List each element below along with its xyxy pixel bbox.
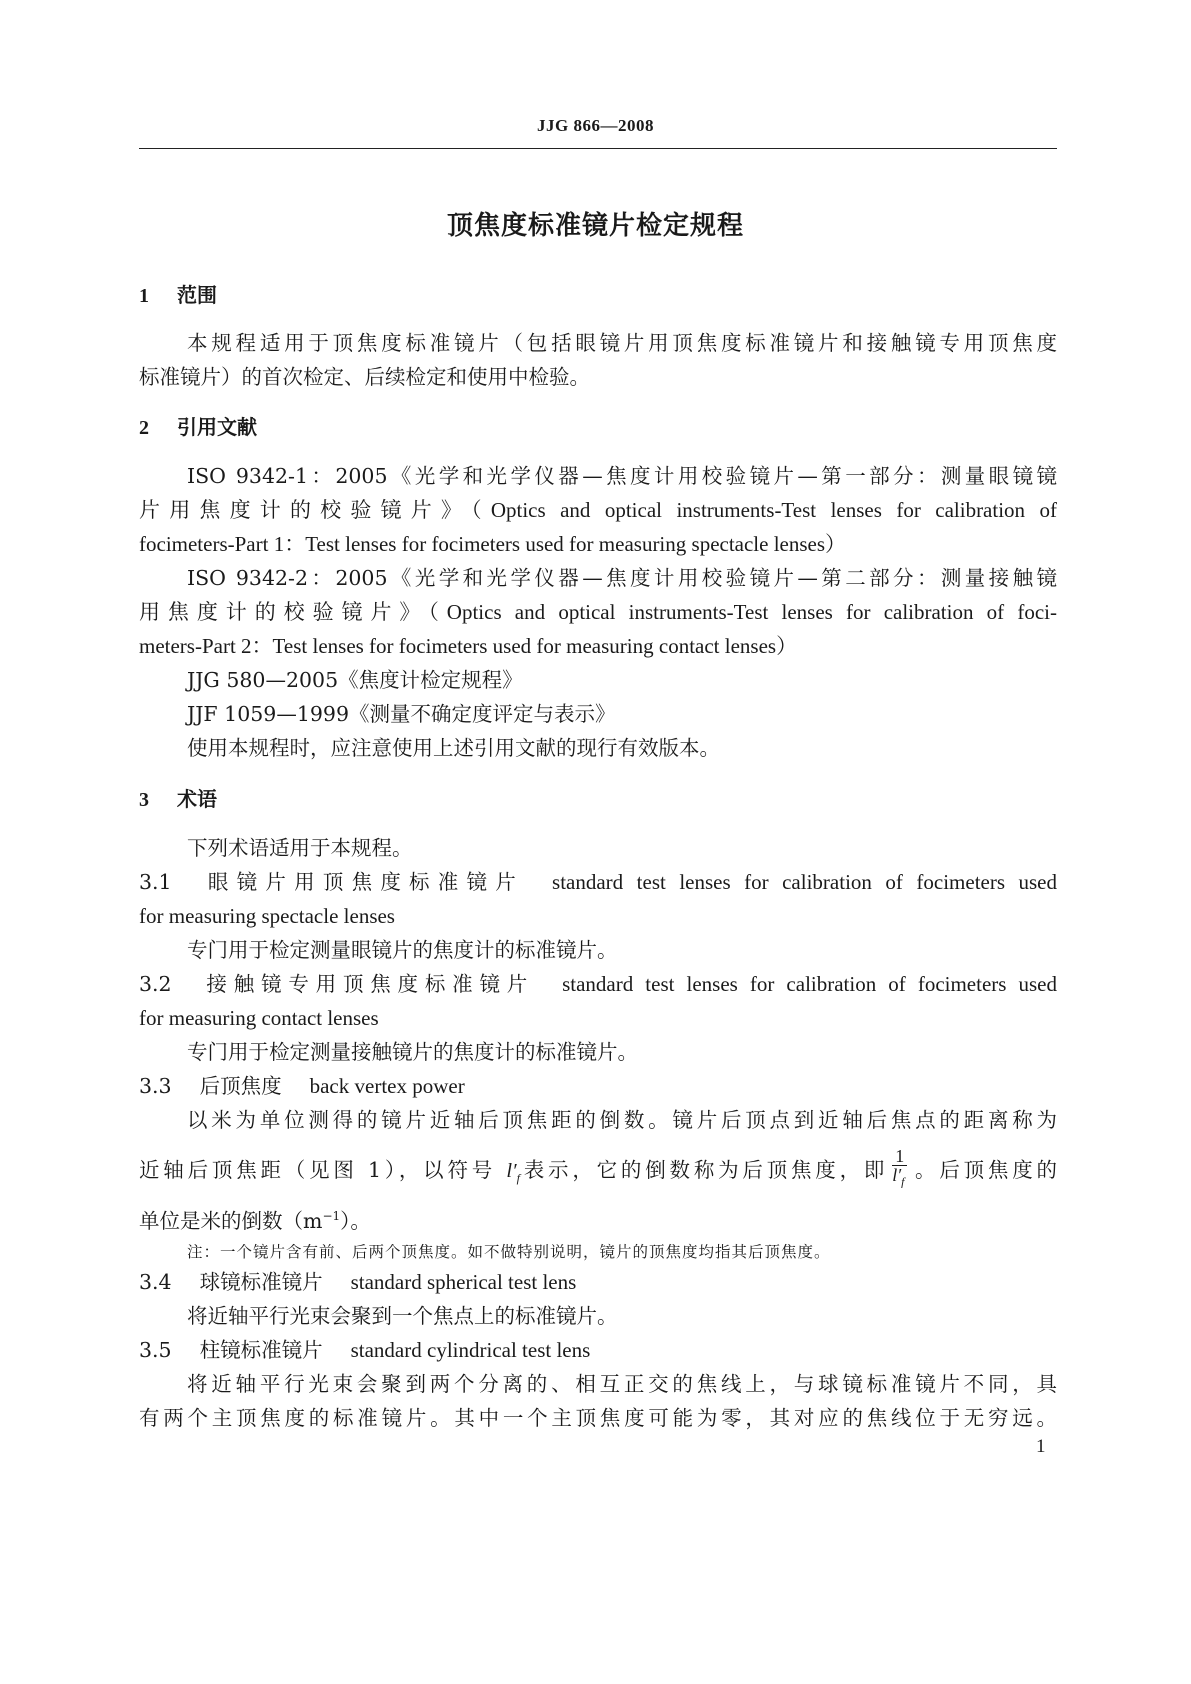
term-number: 3.1	[139, 870, 172, 894]
text-fragment: 近轴后顶焦距（见图 1），以符号	[139, 1158, 497, 1182]
fraction-denominator	[892, 1166, 907, 1188]
reciprocal-fraction	[892, 1147, 907, 1188]
paragraph-line: 本规程适用于顶焦度标准镜片（包括眼镜片用顶焦度标准镜片和接触镜专用顶焦度	[187, 331, 1057, 355]
reference-line: 使用本规程时，应注意使用上述引用文献的现行有效版本。	[187, 736, 720, 760]
section-number: 3	[139, 789, 149, 811]
text-fragment: 。后顶焦度的	[911, 1158, 1058, 1182]
term-3-4	[139, 1268, 576, 1296]
text-fragment: 表示，它的倒数称为后顶焦度，即	[519, 1158, 889, 1182]
term-definition: 有两个主顶焦度的标准镜片。其中一个主顶焦度可能为零，其对应的焦线位于无穷远。	[139, 1406, 1057, 1430]
note: 注：一个镜片含有前、后两个顶焦度。如不做特别说明，镜片的顶焦度均指其后顶焦度。	[187, 1243, 831, 1261]
term-number: 3.3	[139, 1074, 172, 1098]
section-title: 引用文献	[177, 415, 257, 439]
reference-line: meters-Part 2：Test lenses for focimeters used for measuring contact lenses）	[139, 634, 798, 658]
unit-exponent: −1	[322, 1209, 341, 1223]
section-title: 术语	[177, 787, 217, 811]
term-chinese: 球镜标准镜片	[199, 1270, 323, 1294]
term-english-continued: for measuring contact lenses	[139, 1006, 379, 1030]
term-chinese: 接触镜专用顶焦度标准镜片	[199, 972, 535, 996]
term-number: 3.2	[139, 972, 172, 996]
section-3-heading	[139, 785, 217, 814]
reference-line: JJF 1059—1999《测量不确定度评定与表示》	[187, 702, 616, 726]
section-number: 1	[139, 285, 149, 307]
term-definition: 专门用于检定测量接触镜片的焦度计的标准镜片。	[187, 1040, 638, 1064]
term-chinese: 后顶焦度	[199, 1074, 282, 1098]
symbol-base: l′	[892, 1165, 902, 1186]
term-number: 3.4	[139, 1270, 172, 1294]
term-number: 3.5	[139, 1338, 172, 1362]
paragraph-line: 下列术语适用于本规程。	[187, 836, 413, 860]
term-definition-formula-line	[139, 1146, 1058, 1198]
term-3-5	[139, 1336, 590, 1364]
term-english: standard test lenses for calibration of focimeters used	[552, 870, 1058, 894]
term-english: standard spherical test lens	[350, 1270, 577, 1294]
paragraph-line: 标准镜片）的首次检定、后续检定和使用中检验。	[139, 365, 590, 389]
symbol-subscript: f	[901, 1174, 905, 1189]
term-definition: 将近轴平行光束会聚到一个焦点上的标准镜片。	[187, 1304, 618, 1328]
section-number: 2	[139, 417, 149, 439]
term-definition: 将近轴平行光束会聚到两个分离的、相互正交的焦线上，与球镜标准镜片不同，具	[187, 1372, 1057, 1396]
fraction-numerator: 1	[892, 1147, 907, 1166]
text-fragment: ）。	[340, 1208, 371, 1233]
term-definition-unit-line	[139, 1202, 371, 1235]
focal-length-symbol	[506, 1160, 520, 1186]
symbol-base: l′	[506, 1160, 517, 1182]
section-1-heading	[139, 281, 217, 310]
text-fragment: 单位是米的倒数（m	[139, 1208, 323, 1233]
header-rule	[139, 148, 1057, 149]
reference-line: focimeters-Part 1：Test lenses for focimeters used for measuring spectacle lenses）	[139, 532, 847, 556]
term-chinese: 柱镜标准镜片	[199, 1338, 323, 1362]
term-3-1	[139, 868, 1057, 896]
reference-line: JJG 580—2005《焦度计检定规程》	[187, 668, 523, 692]
reference-line: 片用焦度计的校验镜片》（Optics and optical instruments-Test lenses for calibration of	[139, 498, 1057, 522]
term-english: back vertex power	[309, 1074, 465, 1098]
term-chinese: 眼镜片用顶焦度标准镜片	[199, 870, 525, 894]
term-3-3	[139, 1072, 465, 1100]
reference-line: ISO 9342-1：2005《光学和光学仪器—焦度计用校验镜片—第一部分：测量眼镜镜	[187, 464, 1057, 488]
symbol-subscript: f	[516, 1171, 520, 1186]
term-english: standard test lenses for calibration of focimeters used	[562, 972, 1058, 996]
page-number: 1	[1036, 1436, 1046, 1457]
document-title: 顶焦度标准镜片检定规程	[446, 211, 744, 241]
term-definition: 专门用于检定测量眼镜片的焦度计的标准镜片。	[187, 938, 618, 962]
reference-line: 用焦度计的校验镜片》（Optics and optical instruments-Test lenses for calibration of foci-	[139, 600, 1057, 624]
term-definition: 以米为单位测得的镜片近轴后顶焦距的倒数。镜片后顶点到近轴后焦点的距离称为	[187, 1108, 1057, 1132]
standard-code: JJG 866—2008	[537, 116, 654, 135]
section-2-heading	[139, 413, 257, 442]
term-english-continued: for measuring spectacle lenses	[139, 904, 395, 928]
section-title: 范围	[177, 283, 217, 307]
term-english: standard cylindrical test lens	[350, 1338, 591, 1362]
term-3-2	[139, 970, 1057, 998]
reference-line: ISO 9342-2：2005《光学和光学仪器—焦度计用校验镜片—第二部分：测量接触镜	[187, 566, 1057, 590]
